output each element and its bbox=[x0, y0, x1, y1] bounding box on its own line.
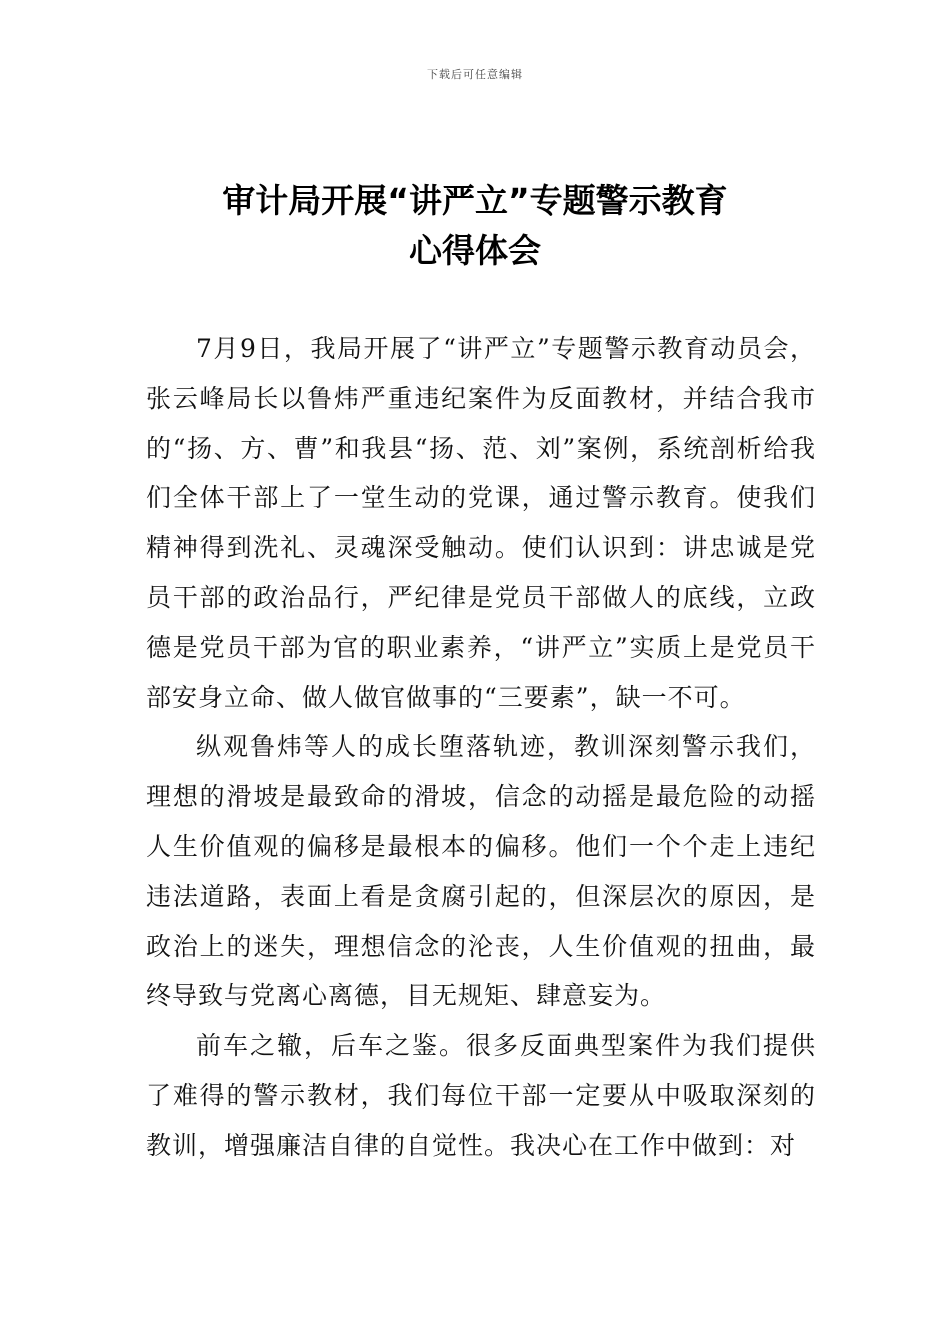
paragraph-1: 7月9日，我局开展了“讲严立”专题警示教育动员会，张云峰局长以鲁炜严重违纪案件为反面教材，并结合我市的“扬、方、曹”和我县“扬、范、刘”案例，系统剖析给我们全体干部上了一堂生动的党课，通过警示教育。使我们精神得到洗礼、灵魂深受触动。使们认识到：讲忠诚是党员干部的政治品行，严纪律是党员干部做人的底线，立政德是党员干部为官的职业素养，“讲严立”实质上是党员干部安身立命、做人做官做事的“三要素”，缺一不可。 bbox=[146, 334, 816, 712]
header-note: 下载后可任意编辑 bbox=[427, 68, 523, 81]
document-body bbox=[146, 324, 816, 1171]
paragraph-3: 前车之辙，后车之鉴。很多反面典型案件为我们提供了难得的警示教材，我们每位干部一定要从中吸取深刻的教训，增强廉洁自律的自觉性。我决心在工作中做到：对 bbox=[146, 1031, 816, 1160]
title-line-1: 审计局开展“讲严立”专题警示教育 bbox=[222, 181, 728, 220]
paragraph-2: 纵观鲁炜等人的成长堕落轨迹，教训深刻警示我们，理想的滑坡是最致命的滑坡，信念的动摇是最危险的动摇人生价值观的偏移是最根本的偏移。他们一个个走上违纪违法道路，表面上看是贪腐引起的，但深层次的原因，是政治上的迷失，理想信念的沦丧，人生价值观的扭曲，最终导致与党离心离德，目无规矩、肆意妄为。 bbox=[146, 732, 816, 1011]
title-line-2: 心得体会 bbox=[409, 231, 541, 270]
document-title bbox=[0, 176, 950, 276]
